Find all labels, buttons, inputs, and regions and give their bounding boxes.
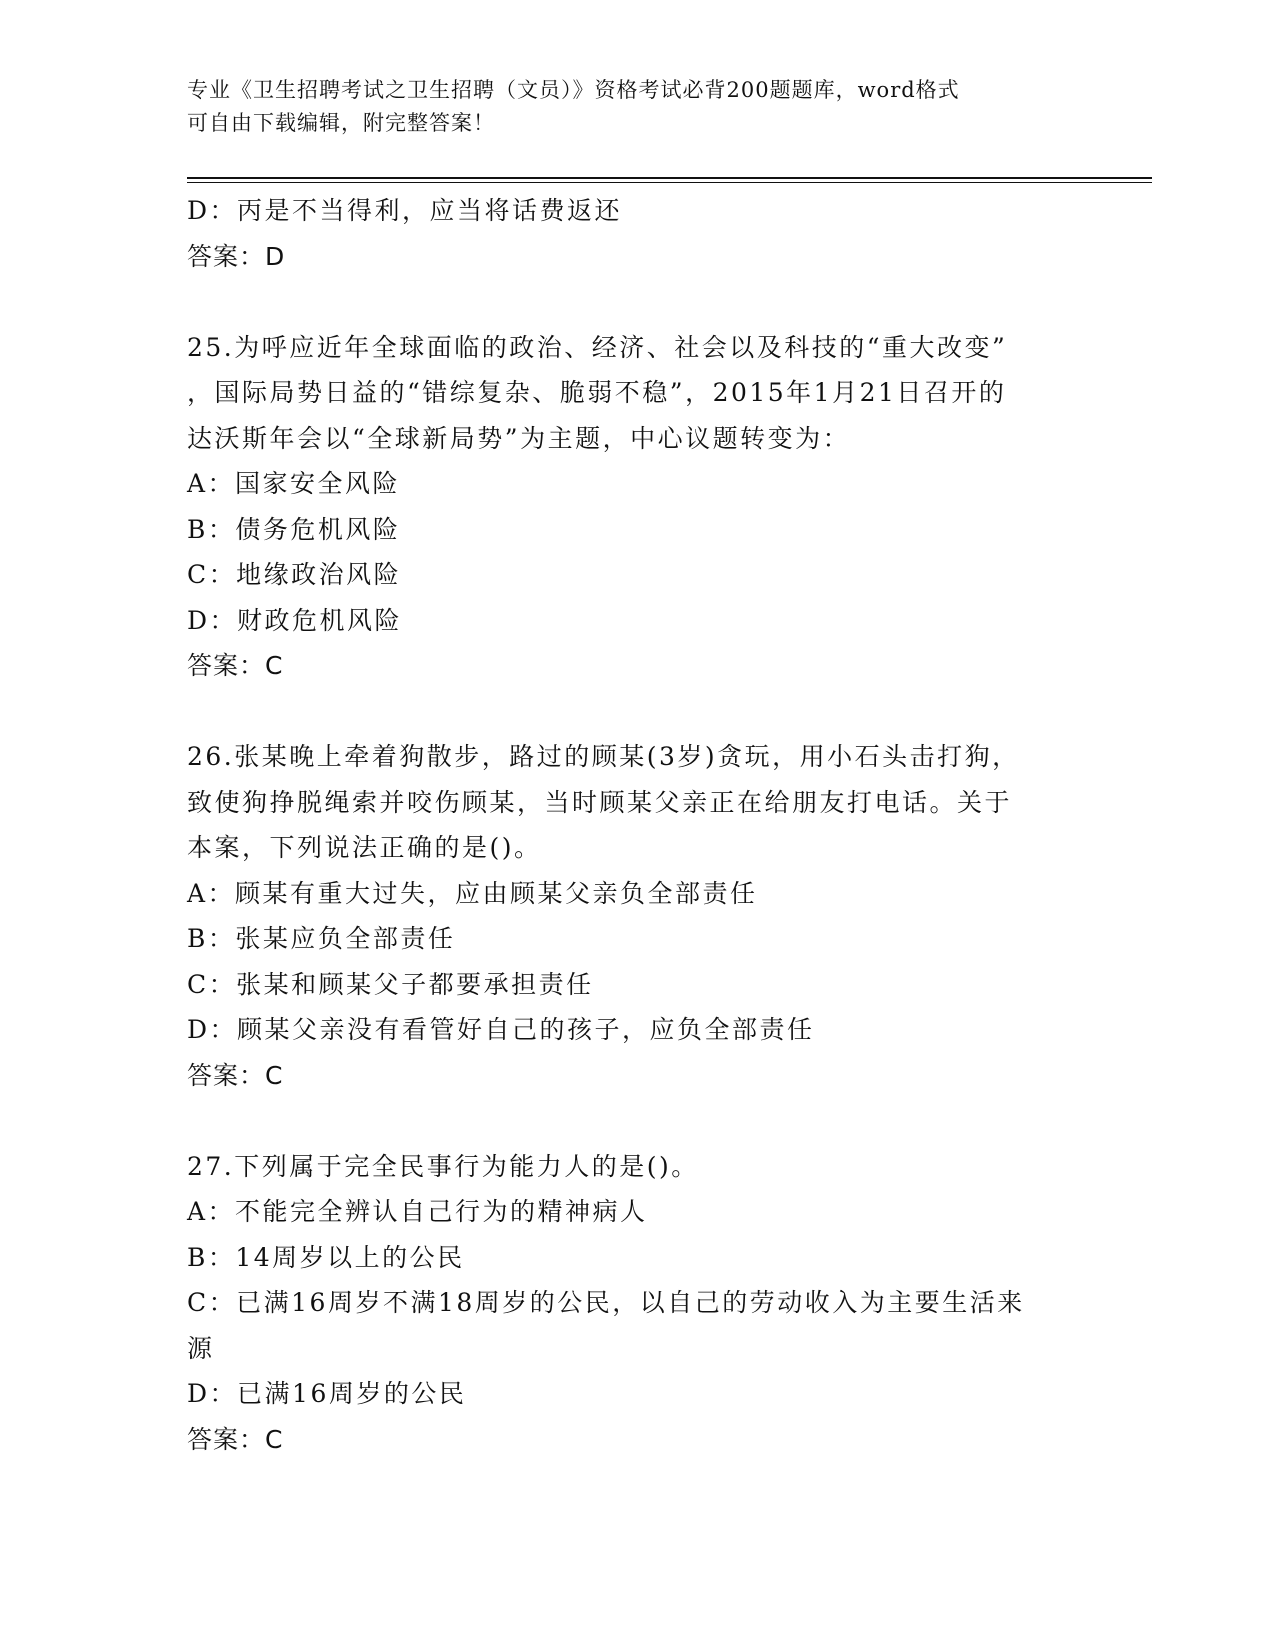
option-d: D：丙是不当得利，应当将话费返还 <box>187 196 623 225</box>
question-26 <box>187 734 1087 1098</box>
option-c: C：张某和顾某父子都要承担责任 <box>187 969 594 999</box>
option-b: B：张某应负全部责任 <box>187 924 456 953</box>
header-line-2: 可自由下载编辑，附完整答案！ <box>187 111 495 135</box>
spacer <box>187 689 1087 735</box>
question-text-line: 26.张某晚上牵着狗散步，路过的顾某(3岁)贪玩，用小石头击打狗， <box>187 742 1020 771</box>
option-b: B：债务危机风险 <box>187 514 401 544</box>
option-a: A：不能完全辨认自己行为的精神病人 <box>187 1197 648 1226</box>
question-text-line: ，国际局势日益的“错综复杂、脆弱不稳”，2015年1月21日召开的 <box>187 378 1007 407</box>
option-a: A：国家安全风险 <box>187 469 401 498</box>
question-27 <box>187 1144 1087 1463</box>
question-text-line: 本案，下列说法正确的是()。 <box>187 833 542 862</box>
option-d: D：已满16周岁的公民 <box>187 1379 467 1408</box>
option-b: B：14周岁以上的公民 <box>187 1242 465 1272</box>
header-divider-thin <box>187 182 1152 183</box>
option-a: A：顾某有重大过失，应由顾某父亲负全部责任 <box>187 878 758 908</box>
question-text-line: 达沃斯年会以“全球新局势”为主题，中心议题转变为： <box>187 423 851 453</box>
spacer <box>187 279 1087 325</box>
question-text-line: 致使狗挣脱绳索并咬伤顾某，当时顾某父亲正在给朋友打电话。关于 <box>187 787 1013 817</box>
option-d: D：财政危机风险 <box>187 605 403 635</box>
question-text-line: 25.为呼应近年全球面临的政治、经济、社会以及科技的“重大改变” <box>187 332 1008 362</box>
document-header <box>187 74 1087 140</box>
option-c: C：地缘政治风险 <box>187 560 402 589</box>
answer-line: 答案：C <box>187 1424 284 1454</box>
header-divider-thick <box>187 177 1152 179</box>
answer-line: 答案：C <box>187 651 284 680</box>
option-c: C：已满16周岁不满18周岁的公民，以自己的劳动收入为主要生活来 <box>187 1288 1025 1317</box>
question-text-line: 27.下列属于完全民事行为能力人的是()。 <box>187 1151 699 1181</box>
question-24-tail <box>187 188 1087 279</box>
answer-line: 答案：D <box>187 241 286 271</box>
answer-line: 答案：C <box>187 1060 284 1090</box>
option-d: D：顾某父亲没有看管好自己的孩子，应负全部责任 <box>187 1015 815 1044</box>
header-line-1: 专业《卫生招聘考试之卫生招聘（文员）》资格考试必背200题题库，word格式 <box>187 78 960 102</box>
option-c-continued: 源 <box>187 1333 215 1363</box>
question-25 <box>187 325 1087 689</box>
document-body <box>187 188 1087 1462</box>
spacer <box>187 1098 1087 1144</box>
